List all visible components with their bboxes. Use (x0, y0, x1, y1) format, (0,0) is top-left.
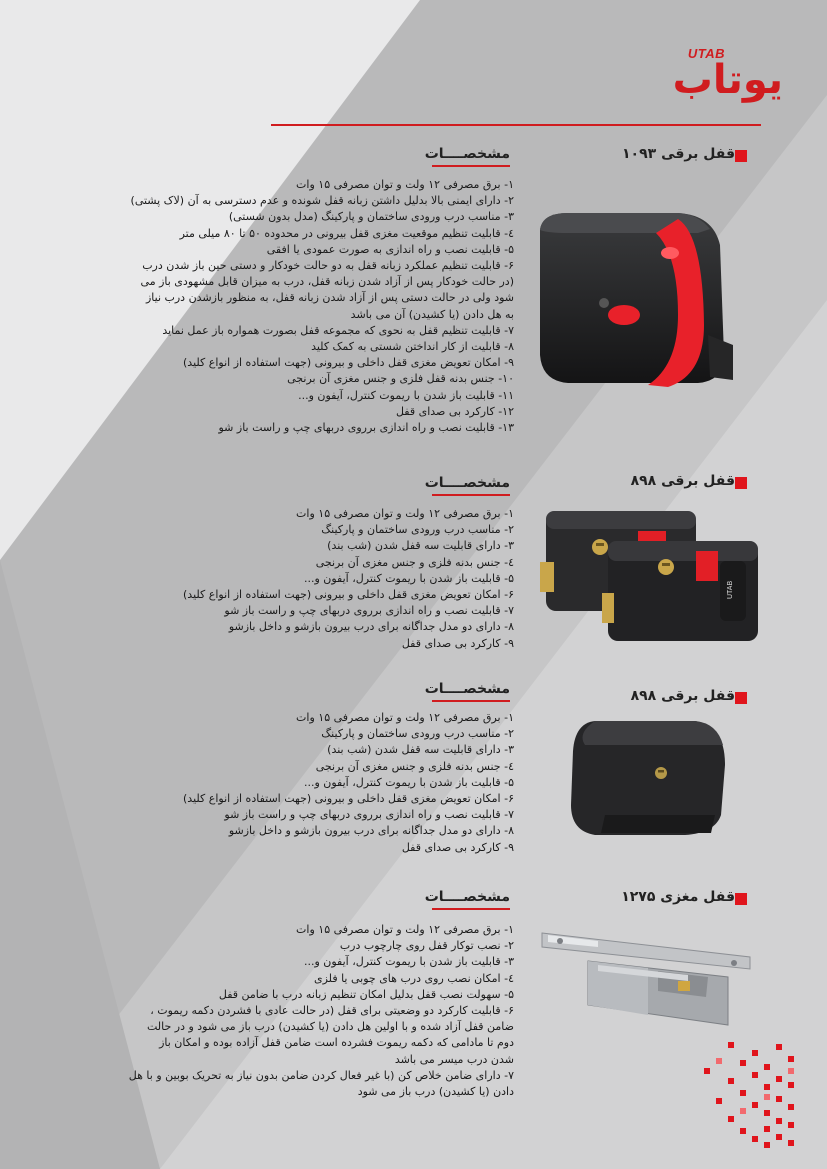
spec-item: ۵- قابلیت نصب و راه اندازی به صورت عمودی یا افقی (266, 242, 514, 256)
spec-item: ۸- دارای دو مدل جداگانه برای درب بیرون بازشو و داخل بازشو (228, 620, 514, 634)
specs-heading: مشخصــــات (424, 146, 510, 162)
spec-item: ۳- دارای قابلیت سه قفل شدن (شب بند) (327, 743, 514, 757)
spec-item: ۵- قابلیت باز شدن با ریموت کنترل، آیفون و... (303, 775, 514, 789)
spec-item: ۹- کارکرد بی صدای قفل (401, 840, 514, 854)
spec-item: ۹- امکان تعویض مغزی قفل داخلی و بیرونی (جهت استفاده از انواع کلید) (183, 356, 514, 370)
product-title: قفل مغزی ۱۲۷۵ (621, 889, 735, 905)
spec-item: ۱- برق مصرفی ۱۲ ولت و توان مصرفی ۱۵ وات (296, 711, 514, 724)
spec-item: ۳- مناسب درب ورودی ساختمان و پارکینگ (مدل بدون شستی) (228, 210, 514, 224)
specs-heading-underline (432, 908, 510, 910)
red-square-bullet-icon (735, 692, 747, 704)
specs-list (44, 177, 514, 436)
spec-item: ۲- دارای ایمنی بالا بدلیل داشتن زبانه قفل شونده و عدم دسترسی به آن (لاک پشتی) (130, 194, 514, 208)
svg-text:UTAB: UTAB (727, 580, 734, 599)
spec-item: ۳- دارای قابلیت سه قفل شدن (شب بند) (327, 539, 514, 553)
pixel-squares-decoration-icon (702, 1038, 802, 1150)
spec-item: ۵- قابلیت باز شدن با ریموت کنترل، آیفون و... (303, 571, 514, 585)
spec-item: (در حالت خودکار پس از آزاد شدن زبانه قفل، درب به میزان قابل مشهودی باز می (140, 275, 514, 289)
spec-item: ۶- امکان تعویض مغزی قفل داخلی و بیرونی (جهت استفاده از انواع کلید) (183, 588, 514, 602)
brand-persian: یوتاب (672, 57, 783, 103)
spec-item: ۷- قابلیت نصب و راه اندازی برروی دربهای چپ و راست باز شو (224, 604, 514, 618)
spec-item: ۶- قابلیت کارکرد دو وضعیتی برای قفل (در حالت عادی با فشردن دکمه ریموت ، (150, 1004, 514, 1018)
specs-heading-underline (432, 700, 510, 702)
spec-item: ۷- قابلیت تنظیم قفل به نحوی که مجموعه قفل بصورت همواره باز عمل نماید (162, 323, 514, 337)
specs-list (44, 710, 514, 856)
spec-item: ۶- قابلیت تنظیم عملکرد زبانه قفل به دو حالت خودکار و دستی حین باز شدن درب (142, 259, 514, 273)
spec-item: ۱۱- قابلیت باز شدن با ریموت کنترل، آیفون و... (298, 388, 514, 402)
spec-item: دادن (یا کشیدن) درب باز می شود (357, 1085, 514, 1099)
specs-list (44, 922, 514, 1100)
spec-item: ۱- برق مصرفی ۱۲ ولت و توان مصرفی ۱۵ وات (296, 507, 514, 520)
brand-latin: UTAB (687, 46, 725, 61)
product-title: قفل برقی ۸۹۸ (630, 688, 735, 704)
header-divider (271, 124, 761, 126)
specs-heading: مشخصــــات (424, 475, 510, 491)
specs-heading: مشخصــــات (424, 681, 510, 697)
specs-heading-underline (432, 165, 510, 167)
spec-item: ۸- قابلیت از کار انداختن شستی به کمک کلید (311, 340, 514, 354)
lock-898-image (565, 715, 735, 845)
specs-heading-underline (432, 494, 510, 496)
spec-item: ٤- قابلیت تنظیم موقعیت مغزی قفل بیرونی در محدوده ۵۰ تا ۸۰ میلی متر (179, 226, 514, 240)
spec-item: به هل دادن (یا کشیدن) آن می باشد (350, 307, 514, 321)
spec-item: ۷- قابلیت نصب و راه اندازی برروی دربهای چپ و راست باز شو (224, 808, 514, 822)
spec-item: شدن درب میسر می باشد (394, 1052, 514, 1066)
spec-item: ٤- جنس بدنه فلزی و جنس مغزی آن برنجی (315, 759, 514, 773)
brand-logo (653, 46, 783, 116)
spec-item: ۶- امکان تعویض مغزی قفل داخلی و بیرونی (جهت استفاده از انواع کلید) (183, 792, 514, 806)
red-square-bullet-icon (735, 893, 747, 905)
spec-item: ۱۰- جنس بدنه قفل فلزی و جنس مغزی آن برنجی (287, 372, 514, 386)
spec-item: ۲- مناسب درب ورودی ساختمان و پارکینگ (321, 727, 514, 741)
red-square-bullet-icon (735, 150, 747, 162)
strike-1275-image (538, 925, 758, 1035)
lock-898-pair-image (538, 507, 760, 657)
specs-heading: مشخصــــات (424, 889, 510, 905)
spec-item: ۳- قابلیت باز شدن با ریموت کنترل، آیفون و... (303, 955, 514, 969)
spec-item: ۱۳- قابلیت نصب و راه اندازی برروی دربهای چپ و راست باز شو (218, 421, 514, 435)
spec-item: شود ولی در حالت دستی پس از آزاد شدن زبانه قفل، به منظور بازشدن درب نیاز (145, 291, 514, 305)
spec-item: ۱- برق مصرفی ۱۲ ولت و توان مصرفی ۱۵ وات (296, 923, 514, 936)
spec-item: ۸- دارای دو مدل جداگانه برای درب بیرون بازشو و داخل بازشو (228, 824, 514, 838)
spec-item: ۱- برق مصرفی ۱۲ ولت و توان مصرفی ۱۵ وات (296, 178, 514, 191)
spec-item: ۵- سهولت نصب قفل بدلیل امکان تنظیم زبانه درب با ضامن قفل (218, 987, 514, 1001)
lock-1093-image (528, 205, 738, 400)
spec-item: ۷- دارای ضامن خلاص کن (با غیر فعال کردن ضامن بدون نیاز به تحریک بوبین و با هل (128, 1068, 514, 1082)
spec-item: ٤- جنس بدنه فلزی و جنس مغزی آن برنجی (315, 555, 514, 569)
spec-item: ۲- مناسب درب ورودی ساختمان و پارکینگ (321, 523, 514, 537)
spec-item: دوم تا مادامی که دکمه ریموت فشرده است ضامن قفل آزاده بوده و امکان باز (159, 1036, 514, 1050)
spec-item: ضامن قفل آزاد شده و با اولین هل دادن (یا کشیدن) درب باز می شود و در حالت (146, 1020, 514, 1034)
specs-list (44, 506, 514, 652)
product-title: قفل برقی ۸۹۸ (630, 473, 735, 489)
spec-item: ۲- نصب توکار قفل روی چارچوب درب (339, 939, 514, 953)
red-square-bullet-icon (735, 477, 747, 489)
product-title: قفل برقی ۱۰۹۳ (622, 146, 735, 162)
spec-item: ۹- کارکرد بی صدای قفل (401, 636, 514, 650)
spec-item: ۱۲- کارکرد بی صدای قفل (395, 404, 514, 418)
spec-item: ٤- امکان نصب روی درب های چوبی یا فلزی (314, 971, 514, 985)
